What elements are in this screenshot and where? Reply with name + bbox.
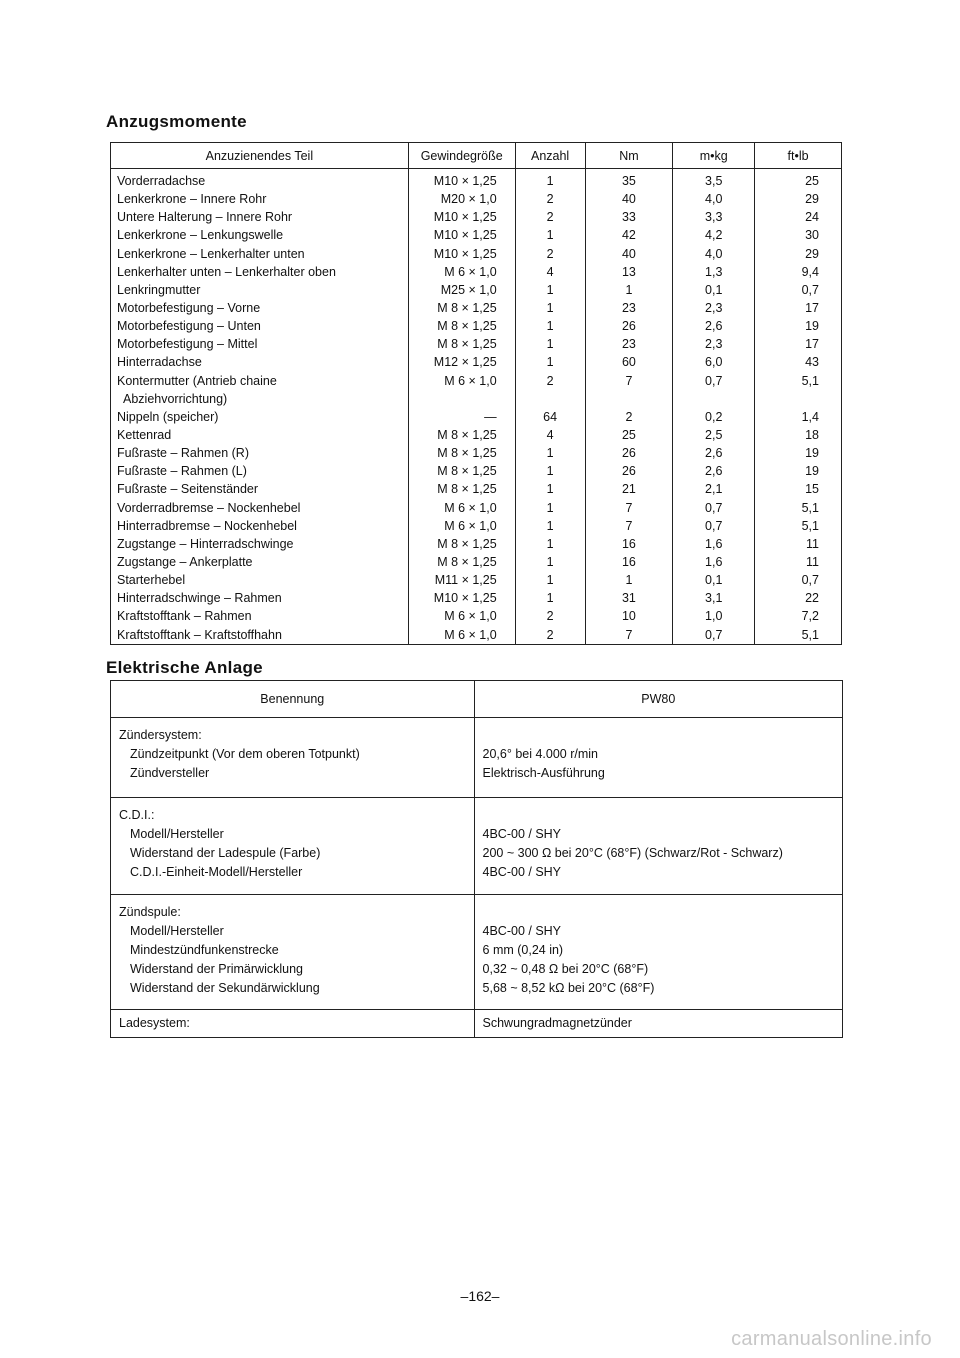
cell-part: Lenkerkrone – Lenkerhalter unten [111,245,409,263]
cell-thread: M 8 × 1,25 [408,444,515,462]
cell-ftlb: 5,1 [755,517,842,535]
cell-part: Hinterradbremse – Nockenhebel [111,517,409,535]
table-row [111,426,842,444]
cell-nm: 35 [585,169,673,191]
cell-thread: M 6 × 1,0 [408,517,515,535]
cell-part: Abziehvorrichtung) [111,390,409,408]
torque-body [111,169,842,645]
table-row [111,408,842,426]
table-row [111,190,842,208]
section-title: Ladesystem: [119,1016,190,1030]
cell-ftlb: 29 [755,190,842,208]
table-row [111,226,842,244]
cell-qty: 1 [515,589,585,607]
col-pw80: PW80 [474,681,842,718]
cell-qty: 1 [515,317,585,335]
item-value: 4BC-00 / SHY [482,865,562,879]
cell-part: Lenkerhalter unten – Lenkerhalter oben [111,263,409,281]
cell-mkg: 4,2 [673,226,755,244]
cell-mkg: 2,3 [673,299,755,317]
cell-mkg: 2,1 [673,480,755,498]
cell-mkg: 0,1 [673,571,755,589]
cell-ftlb: 0,7 [755,571,842,589]
cell-mkg: 1,0 [673,607,755,625]
cell-nm: 7 [585,517,673,535]
item-value: Schwungradmagnetzünder [482,1016,632,1030]
cell-nm [585,390,673,408]
cell-nm: 31 [585,589,673,607]
cell-part: Lenkerkrone – Innere Rohr [111,190,409,208]
cell-ftlb: 22 [755,589,842,607]
cell-mkg: 4,0 [673,245,755,263]
cell-ftlb: 1,4 [755,408,842,426]
cell-part: Motorbefestigung – Mittel [111,335,409,353]
col-qty: Anzahl [515,143,585,169]
cell-mkg: 1,3 [673,263,755,281]
col-mkg: m•kg [673,143,755,169]
cell-nm: 21 [585,480,673,498]
item-label: Widerstand der Sekundärwicklung [130,981,320,995]
cell-ftlb: 5,1 [755,372,842,390]
cell-thread: M 8 × 1,25 [408,480,515,498]
item-value: 20,6° bei 4.000 r/min [482,747,599,761]
cell-part: Hinterradachse [111,353,409,371]
item-label: Zündzeitpunkt (Vor dem oberen Totpunkt) [130,747,360,761]
cell-mkg: 2,3 [673,335,755,353]
section-zuendersystem [111,718,843,798]
cell-nm: 42 [585,226,673,244]
cell-mkg: 2,5 [673,426,755,444]
item-value: 6 mm (0,24 in) [482,943,564,957]
cell-nm: 26 [585,462,673,480]
cell-nm: 1 [585,281,673,299]
cell-qty: 1 [515,571,585,589]
cell-thread: M10 × 1,25 [408,208,515,226]
section-title: Zündspule: [119,905,181,919]
cell-ftlb: 5,1 [755,499,842,517]
cell-qty: 1 [515,353,585,371]
table-row [111,571,842,589]
section-title: Zündersystem: [119,728,202,742]
cell-thread: M 8 × 1,25 [408,553,515,571]
cell-qty: 2 [515,245,585,263]
item-label: Widerstand der Ladespule (Farbe) [130,846,321,860]
cell-ftlb: 0,7 [755,281,842,299]
electrical-table [110,680,843,1038]
cell-mkg: 0,7 [673,517,755,535]
cell-nm: 16 [585,553,673,571]
cell-mkg: 1,6 [673,535,755,553]
table-row [111,517,842,535]
cell-nm: 2 [585,408,673,426]
torque-header-row [111,143,842,169]
cell-ftlb: 5,1 [755,626,842,645]
item-value: Elektrisch-Ausführung [482,766,605,780]
table-row [111,169,842,191]
cell-thread: M 8 × 1,25 [408,535,515,553]
cell-thread: — [408,408,515,426]
cell-part: Vorderradachse [111,169,409,191]
cell-qty: 1 [515,517,585,535]
cell-thread: M10 × 1,25 [408,589,515,607]
cell-part: Kettenrad [111,426,409,444]
col-ftlb: ft•lb [755,143,842,169]
cell-mkg: 1,6 [673,553,755,571]
cell-mkg: 0,2 [673,408,755,426]
electrical-heading: Elektrische Anlage [106,658,263,677]
cell-ftlb: 19 [755,444,842,462]
table-row [111,480,842,498]
item-value: 5,68 ~ 8,52 kΩ bei 20°C (68°F) [482,981,655,995]
cell-nm: 13 [585,263,673,281]
cell-part: Nippeln (speicher) [111,408,409,426]
cell-thread: M10 × 1,25 [408,226,515,244]
cell-thread: M 8 × 1,25 [408,462,515,480]
item-label: Zündversteller [130,766,210,780]
cell-nm: 25 [585,426,673,444]
cell-thread: M10 × 1,25 [408,245,515,263]
table-row [111,317,842,335]
cell-part: Kontermutter (Antrieb chaine [111,372,409,390]
item-value: 4BC-00 / SHY [482,924,562,938]
cell-mkg: 4,0 [673,190,755,208]
cell-ftlb: 11 [755,553,842,571]
table-row [111,335,842,353]
table-row [111,299,842,317]
cell-thread: M25 × 1,0 [408,281,515,299]
cell-thread: M20 × 1,0 [408,190,515,208]
section-cdi [111,798,843,895]
col-thread: Gewindegröße [408,143,515,169]
cell-nm: 10 [585,607,673,625]
table-row [111,353,842,371]
cell-qty: 1 [515,226,585,244]
cell-thread: M 8 × 1,25 [408,317,515,335]
cell-qty: 2 [515,607,585,625]
cell-qty: 2 [515,372,585,390]
table-row [111,245,842,263]
cell-thread: M 6 × 1,0 [408,263,515,281]
cell-ftlb: 43 [755,353,842,371]
watermark: carmanualsonline.info [731,1328,932,1350]
table-row [111,372,842,390]
cell-nm: 16 [585,535,673,553]
cell-qty: 2 [515,626,585,645]
col-part: Anzuzienendes Teil [111,143,409,169]
cell-mkg: 3,5 [673,169,755,191]
electrical-header-row [111,681,843,718]
table-row [111,535,842,553]
cell-part: Motorbefestigung – Unten [111,317,409,335]
cell-part: Lenkringmutter [111,281,409,299]
item-label: C.D.I.-Einheit-Modell/Hersteller [130,865,303,879]
cell-part: Fußraste – Rahmen (R) [111,444,409,462]
cell-ftlb: 18 [755,426,842,444]
cell-nm: 40 [585,245,673,263]
cell-mkg: 0,7 [673,499,755,517]
cell-thread: M 6 × 1,0 [408,372,515,390]
cell-ftlb: 19 [755,317,842,335]
cell-thread: M 8 × 1,25 [408,426,515,444]
section-ladesystem [111,1010,843,1038]
page-number: –162– [460,1288,500,1304]
cell-nm: 26 [585,317,673,335]
cell-part: Untere Halterung – Innere Rohr [111,208,409,226]
item-label: Modell/Hersteller [130,827,224,841]
cell-part: Vorderradbremse – Nockenhebel [111,499,409,517]
table-row [111,444,842,462]
cell-ftlb: 15 [755,480,842,498]
cell-ftlb: 9,4 [755,263,842,281]
cell-thread: M 6 × 1,0 [408,499,515,517]
table-row [111,589,842,607]
cell-mkg: 0,1 [673,281,755,299]
cell-ftlb: 25 [755,169,842,191]
cell-qty: 1 [515,480,585,498]
cell-part: Motorbefestigung – Vorne [111,299,409,317]
cell-thread: M 8 × 1,25 [408,299,515,317]
cell-qty: 2 [515,208,585,226]
section-zuendspule [111,895,843,1010]
cell-mkg [673,390,755,408]
cell-thread: M 6 × 1,0 [408,626,515,645]
torque-table [110,142,842,645]
cell-nm: 60 [585,353,673,371]
cell-ftlb: 7,2 [755,607,842,625]
item-label: Widerstand der Primärwicklung [130,962,303,976]
item-label: Modell/Hersteller [130,924,224,938]
cell-part: Zugstange – Hinterradschwinge [111,535,409,553]
cell-ftlb: 17 [755,299,842,317]
table-row [111,462,842,480]
item-label: Mindestzündfunkenstrecke [130,943,279,957]
cell-thread [408,390,515,408]
cell-thread: M11 × 1,25 [408,571,515,589]
cell-thread: M12 × 1,25 [408,353,515,371]
cell-qty: 1 [515,169,585,191]
cell-mkg: 0,7 [673,372,755,390]
cell-ftlb: 24 [755,208,842,226]
cell-ftlb: 17 [755,335,842,353]
cell-part: Kraftstofftank – Kraftstoffhahn [111,626,409,645]
cell-qty: 1 [515,553,585,571]
cell-part: Kraftstofftank – Rahmen [111,607,409,625]
table-row [111,626,842,645]
cell-qty: 1 [515,499,585,517]
cell-mkg: 0,7 [673,626,755,645]
cell-mkg: 2,6 [673,317,755,335]
cell-qty: 1 [515,281,585,299]
cell-ftlb: 30 [755,226,842,244]
torque-heading: Anzugsmomente [106,112,247,131]
cell-thread: M10 × 1,25 [408,169,515,191]
cell-qty: 4 [515,263,585,281]
cell-nm: 7 [585,372,673,390]
cell-qty: 4 [515,426,585,444]
cell-mkg: 2,6 [673,444,755,462]
cell-qty: 1 [515,444,585,462]
cell-qty: 2 [515,190,585,208]
table-row [111,553,842,571]
cell-ftlb: 11 [755,535,842,553]
cell-part: Hinterradschwinge – Rahmen [111,589,409,607]
item-value: 0,32 ~ 0,48 Ω bei 20°C (68°F) [482,962,649,976]
cell-nm: 7 [585,499,673,517]
cell-qty [515,390,585,408]
cell-qty: 1 [515,535,585,553]
table-row [111,208,842,226]
cell-nm: 1 [585,571,673,589]
cell-mkg: 6,0 [673,353,755,371]
cell-part: Lenkerkrone – Lenkungswelle [111,226,409,244]
cell-part: Fußraste – Rahmen (L) [111,462,409,480]
cell-nm: 23 [585,335,673,353]
cell-mkg: 2,6 [673,462,755,480]
cell-ftlb: 19 [755,462,842,480]
section-title: C.D.I.: [119,808,155,822]
col-benennung: Benennung [111,681,475,718]
cell-thread: M 8 × 1,25 [408,335,515,353]
cell-mkg: 3,1 [673,589,755,607]
cell-part: Starterhebel [111,571,409,589]
table-row [111,499,842,517]
cell-ftlb: 29 [755,245,842,263]
item-value: 4BC-00 / SHY [482,827,562,841]
table-row [111,607,842,625]
cell-mkg: 3,3 [673,208,755,226]
cell-nm: 7 [585,626,673,645]
table-row [111,263,842,281]
cell-nm: 23 [585,299,673,317]
cell-nm: 40 [585,190,673,208]
cell-part: Fußraste – Seitenständer [111,480,409,498]
cell-part: Zugstange – Ankerplatte [111,553,409,571]
cell-nm: 26 [585,444,673,462]
cell-qty: 1 [515,462,585,480]
cell-qty: 1 [515,335,585,353]
table-row [111,390,842,408]
cell-qty: 64 [515,408,585,426]
item-value: 200 ~ 300 Ω bei 20°C (68°F) (Schwarz/Rot - Schwarz) [482,846,783,860]
cell-qty: 1 [515,299,585,317]
cell-ftlb [755,390,842,408]
table-row [111,281,842,299]
cell-thread: M 6 × 1,0 [408,607,515,625]
col-nm: Nm [585,143,673,169]
cell-nm: 33 [585,208,673,226]
